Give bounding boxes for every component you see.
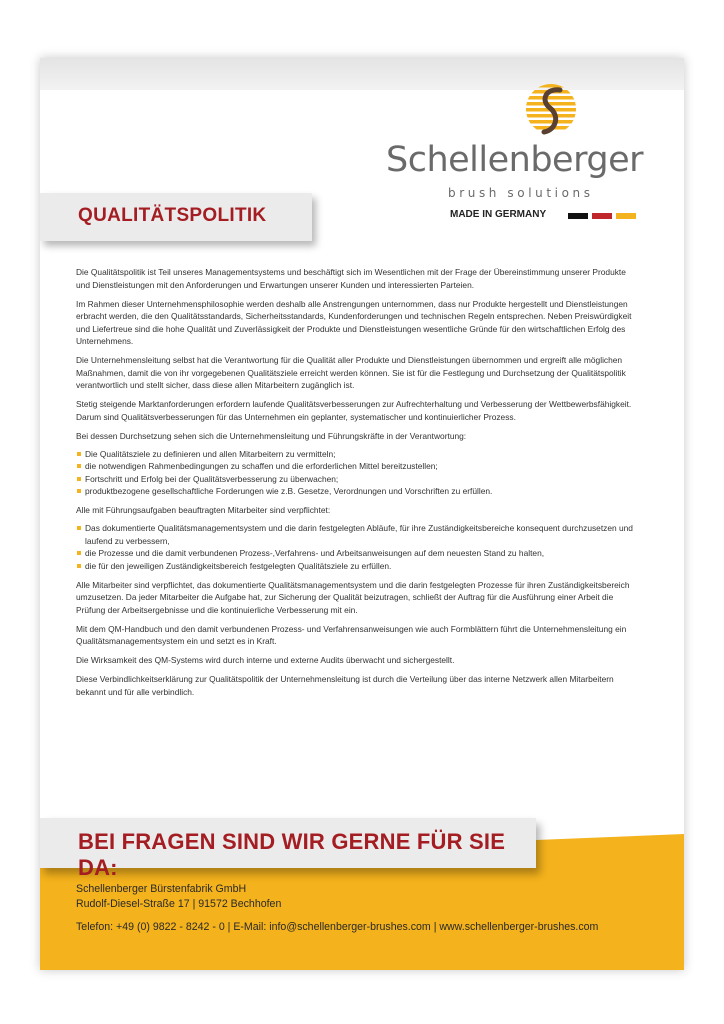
title-banner bbox=[40, 193, 312, 241]
paragraph: Im Rahmen dieser Unternehmensphilosophie werden deshalb alle Anstrengungen unternommen, dass nur Produkte hergestellt und Dienstleistungen erbracht werden, die den Qualitätsstandards, Sicherheitsstandards, Kundenforderungen und technischen Regeln entsprechen. Neben Preiswürdigkeit und Liefertreue sind die hohe Qualität und Zuverlässigkeit der Produkte und Dienstleistungen wesentliche Gründe für den wirtschaftlichen Erfolg des Unternehmens. bbox=[76, 298, 632, 346]
brand-name: Schellenberger bbox=[386, 140, 644, 180]
list-item: die notwendigen Rahmenbedingungen zu schaffen und die erforderlichen Mittel bereitzustellen; bbox=[76, 460, 638, 473]
paragraph: Alle mit Führungsaufgaben beauftragten Mitarbeiter sind verpflichtet: bbox=[76, 505, 331, 515]
cta-heading: BEI FRAGEN SIND WIR GERNE FÜR SIE DA: bbox=[78, 829, 506, 880]
obligation-list bbox=[76, 522, 638, 572]
contact-block bbox=[76, 882, 676, 935]
list-item: Die Qualitätsziele zu definieren und allen Mitarbeitern zu vermitteln; bbox=[76, 448, 638, 461]
flag-red-bar bbox=[592, 213, 612, 219]
list-item: die für den jeweiligen Zuständigkeitsbereich festgelegten Qualitätsziele zu erfüllen. bbox=[76, 560, 638, 573]
document-page bbox=[40, 58, 684, 970]
brand-tagline: brush solutions bbox=[448, 186, 594, 200]
paragraph: Alle Mitarbeiter sind verpflichtet, das dokumentierte Qualitätsmanagementsystem und die darin festgelegten Prozesse für ihren Zuständigkeitsbereich umzusetzen. Da jeder Mitarbeiter die Aufgabe hat, zur Sicherung der Qualität beizutragen, schließt der Auftrag für die Ausführung einer Arbeit die Prüfung der Arbeitsergebnisse und die kontinuierliche Verbesserung mit ein. bbox=[76, 579, 630, 615]
made-in-label: MADE IN GERMANY bbox=[450, 209, 547, 220]
responsibility-list bbox=[76, 448, 638, 498]
made-in-germany bbox=[450, 209, 660, 223]
contact-line[interactable]: Telefon: +49 (0) 9822 - 8242 - 0 | E-Mail: info@schellenberger-brushes.com | www.schellenberger-brushes.com bbox=[76, 921, 599, 933]
paragraph: Die Wirksamkeit des QM-Systems wird durch interne und externe Audits überwacht und sichergestellt. bbox=[76, 655, 455, 665]
paragraph: Diese Verbindlichkeitserklärung zur Qualitätspolitik der Unternehmensleitung ist durch die Verteilung über das interne Netzwerk allen Mitarbeitern bekannt und für alle verbindlich. bbox=[76, 674, 614, 697]
paragraph: Die Qualitätspolitik ist Teil unseres Managementsystems und beschäftigt sich im Wesentlichen mit der Frage der Übereinstimmung unserer Produkte und Dienstleistungen mit den Anforderungen und Erwartungen unserer Kunden und interessierten Parteien. bbox=[76, 267, 626, 290]
paragraph: Mit dem QM-Handbuch und den damit verbundenen Prozess- und Verfahrensanweisungen wie auch Formblättern führt die Unternehmensleitung ein Qualitätsmanagementsystem ein und setzt es in Kraft. bbox=[76, 623, 627, 646]
striped-circle-s-logo-icon bbox=[524, 80, 578, 138]
page-title: QUALITÄTSPOLITIK bbox=[78, 205, 267, 226]
paragraph: Stetig steigende Marktanforderungen erfordern laufende Qualitätsverbesserungen zur Aufrechterhaltung und Verbesserung der Wettbewerbsfähigkeit. Darum sind Qualitätsverbesserungen für das Unternehmen ein geplanter, systematischer und kontinuierlicher Prozess. bbox=[76, 399, 632, 422]
paragraph: Bei dessen Durchsetzung sehen sich die Unternehmensleitung und Führungskräfte in der Verantwortung: bbox=[76, 430, 467, 441]
flag-gold-bar bbox=[616, 213, 636, 219]
list-item: produktbezogene gesellschaftliche Forderungen wie z.B. Gesetze, Verordnungen und Vorschriften zu erfüllen. bbox=[76, 485, 638, 498]
paragraph: Die Unternehmensleitung selbst hat die Verantwortung für die Qualität aller Produkte und Dienstleistungen übernommen und ergreift alle möglichen Maßnahmen, damit die von ihr vorgegebenen Qualitätsziele erreicht werden können. Sie ist für die Festlegung und Durchsetzung der Qualitätspolitik verantwortlich und stellt sicher, dass diese allen Mitarbeitern zugänglich ist. bbox=[76, 355, 626, 390]
company-address: Rudolf-Diesel-Straße 17 | 91572 Bechhofen bbox=[76, 898, 282, 910]
company-logo bbox=[386, 80, 644, 204]
flag-black-bar bbox=[568, 213, 588, 219]
list-item: die Prozesse und die damit verbundenen Prozess-,Verfahrens- und Arbeitsanweisungen auf dem neuesten Stand zu halten, bbox=[76, 547, 638, 560]
list-item: Fortschritt und Erfolg bei der Qualitätsverbesserung zu überwachen; bbox=[76, 473, 638, 486]
company-name: Schellenberger Bürstenfabrik GmbH bbox=[76, 883, 247, 895]
list-item: Das dokumentierte Qualitätsmanagementsystem und die darin festgelegten Abläufe, für ihre Zuständigkeitsbereiche konsequent durchzusetzen und laufend zu verbessern, bbox=[76, 522, 638, 547]
cta-banner bbox=[40, 818, 536, 880]
policy-text bbox=[76, 266, 638, 705]
